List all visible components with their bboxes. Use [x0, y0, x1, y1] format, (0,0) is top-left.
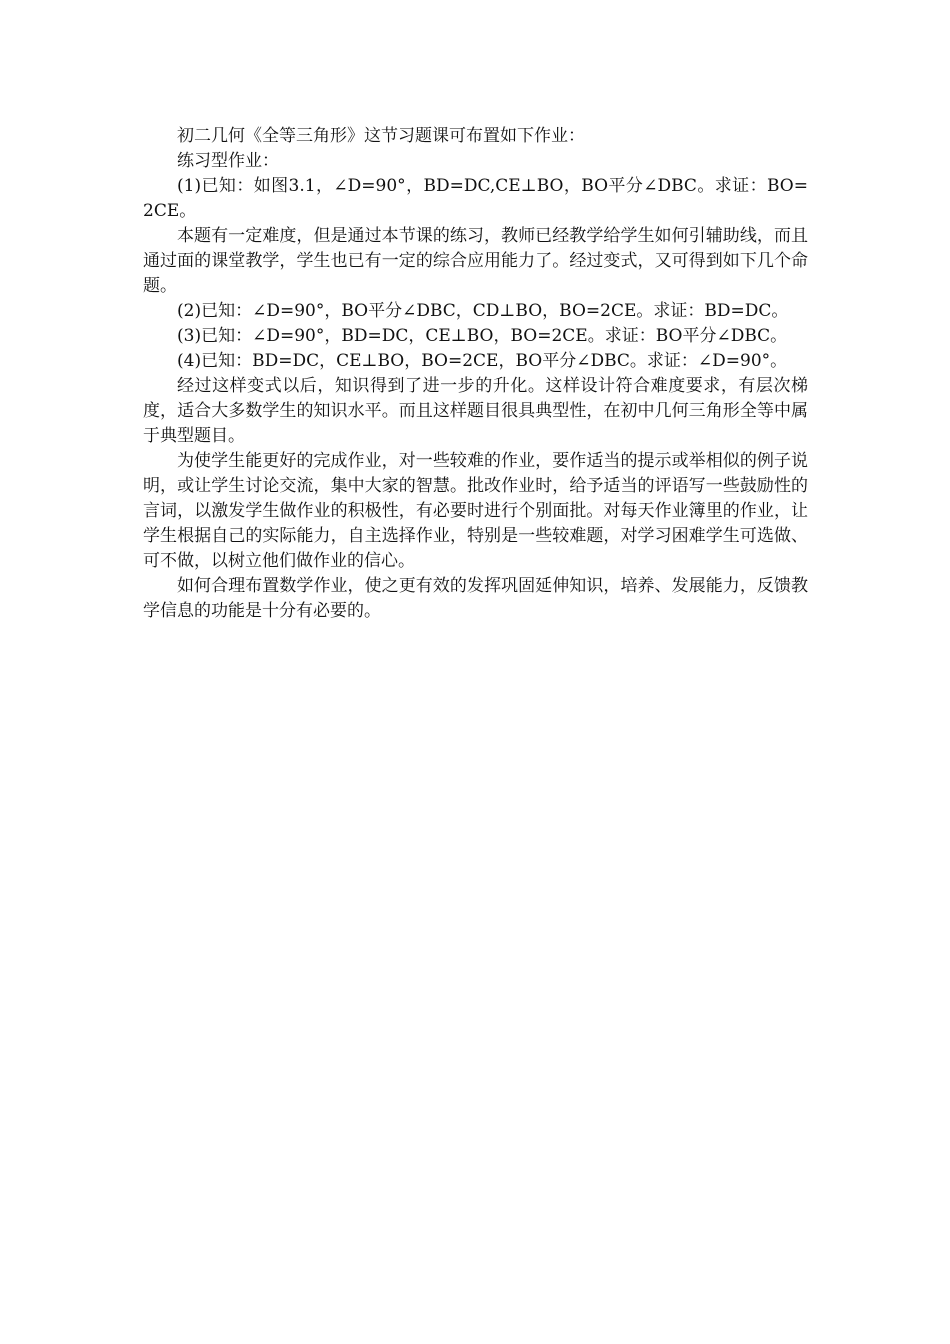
document-page — [143, 124, 808, 624]
intro-paragraph: 初二几何《全等三角形》这节习题课可布置如下作业： — [177, 126, 585, 146]
problem-1: (1)已知：如图3.1，∠D=90°，BD=DC,CE⊥BO，BO平分∠DBC。求证：BO=2CE。 — [143, 176, 808, 221]
problem-3: (3)已知：∠D=90°，BD=DC，CE⊥BO，BO=2CE。求证：BO平分∠DBC。 — [177, 326, 788, 346]
summary-paragraph: 经过这样变式以后，知识得到了进一步的升化。这样设计符合难度要求，有层次梯度，适合大多数学生的知识水平。而且这样题目很具典型性，在初中几何三角形全等中属于典型题目。 — [143, 376, 808, 446]
section-heading: 练习型作业： — [177, 151, 279, 171]
problem-2: (2)已知：∠D=90°，BO平分∠DBC，CD⊥BO，BO=2CE。求证：BD=DC。 — [177, 301, 789, 321]
guidance-paragraph: 为使学生能更好的完成作业，对一些较难的作业，要作适当的提示或举相似的例子说明，或让学生讨论交流，集中大家的智慧。批改作业时，给予适当的评语写一些鼓励性的言词，以激发学生做作业的积极性，有必要时进行个别面批。对每天作业簿里的作业，让学生根据自己的实际能力，自主选择作业，特别是一些较难题，对学习困难学生可选做、可不做，以树立他们做作业的信心。 — [143, 451, 808, 571]
conclusion-paragraph: 如何合理布置数学作业，使之更有效的发挥巩固延伸知识，培养、发展能力，反馈教学信息的功能是十分有必要的。 — [143, 576, 808, 621]
problem-4: (4)已知：BD=DC，CE⊥BO，BO=2CE，BO平分∠DBC。求证：∠D=90°。 — [177, 351, 788, 371]
variation-paragraph: 本题有一定难度，但是通过本节课的练习，教师已经教学给学生如何引辅助线，而且通过面的课堂教学，学生也已有一定的综合应用能力了。经过变式，又可得到如下几个命题。 — [143, 226, 808, 296]
